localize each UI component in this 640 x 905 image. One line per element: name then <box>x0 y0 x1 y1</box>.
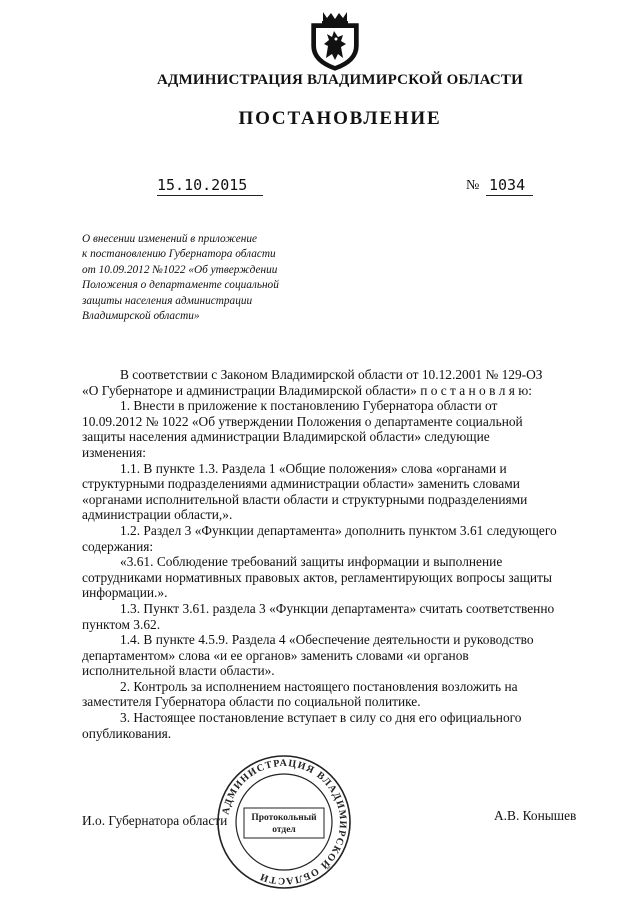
body-line: содержания: <box>82 538 154 554</box>
body-line: исполнительной власти области». <box>82 663 275 679</box>
signatory-position: И.о. Губернатора области <box>82 813 228 828</box>
stamp-center-line2: отдел <box>272 825 296 835</box>
subject-line: от 10.09.2012 №1022 «Об утверждении <box>82 263 278 276</box>
body-line: изменения: <box>82 444 147 460</box>
body-line: 2. Контроль за исполнением настоящего постановления возложить на <box>120 678 518 694</box>
organization-title: АДМИНИСТРАЦИЯ ВЛАДИМИРСКОЙ ОБЛАСТИ <box>157 72 523 88</box>
body-line: 1.2. Раздел 3 «Функции департамента» дополнить пунктом 3.61 следующего <box>120 522 557 538</box>
document-date: 15.10.2015 <box>157 176 263 196</box>
body-line: «3.61. Соблюдение требований защиты информации и выполнение <box>120 554 503 570</box>
body-line: 1. Внести в приложение к постановлению Губернатора области от <box>120 398 498 414</box>
document-body <box>82 367 610 741</box>
body-line: «органами исполнительной власти области и структурными подразделениями <box>82 491 528 507</box>
body-line: 10.09.2012 № 1022 «Об утверждении Положения о департаменте социальной <box>82 413 523 429</box>
body-line: пунктом 3.62. <box>82 616 161 632</box>
signatory-name: А.В. Конышев <box>494 808 577 823</box>
body-line: заместителя Губернатора области по социальной политике. <box>82 694 421 710</box>
body-line: В соответствии с Законом Владимирской области от 10.12.2001 № 129-ОЗ <box>120 367 543 382</box>
stamp-center-line1: Протокольный <box>251 813 317 823</box>
document-subject <box>82 232 322 324</box>
subject-line: Владимирской области» <box>82 310 200 323</box>
document-number: 1034 <box>486 176 533 196</box>
body-line: сотрудниками нормативных правовых актов, регламентирующих вопросы защиты <box>82 569 552 585</box>
document-type-title: ПОСТАНОВЛЕНИЕ <box>238 108 442 129</box>
body-line: 1.3. Пункт 3.61. раздела 3 «Функции департамента» считать соответственно <box>120 600 555 616</box>
coat-of-arms-emblem <box>306 10 364 72</box>
subject-line: к постановлению Губернатора области <box>82 248 276 261</box>
subject-line: Положения о департаменте социальной <box>82 279 279 292</box>
document-number-label: № <box>466 178 480 193</box>
body-line: 1.4. В пункте 4.5.9. Раздела 4 «Обеспечение деятельности и руководство <box>120 632 534 648</box>
body-line: опубликования. <box>82 725 172 741</box>
body-line: администрации области,». <box>82 507 233 523</box>
body-line: защиты населения администрации Владимирской области» следующие <box>82 429 490 445</box>
body-line: департаментом» слова «и ее органов» заменить словами «и органов <box>82 647 469 663</box>
body-line: 1.1. В пункте 1.3. Раздела 1 «Общие положения» слова «органами и <box>120 460 507 476</box>
body-line: структурными подразделениями администрации области» заменить словами <box>82 476 520 492</box>
body-line: информации.». <box>82 585 168 601</box>
subject-line: защиты населения администрации <box>82 294 253 307</box>
subject-line: О внесении изменений в приложение <box>82 233 258 245</box>
official-stamp <box>214 752 354 892</box>
body-line: 3. Настоящее постановление вступает в силу со дня его официального <box>120 710 522 726</box>
body-line: «О Губернаторе и администрации Владимирской области» п о с т а н о в л я ю: <box>82 382 533 398</box>
stamp-ring-text: АДМИНИСТРАЦИЯ ВЛАДИМИРСКОЙ ОБЛАСТИ <box>220 757 349 887</box>
